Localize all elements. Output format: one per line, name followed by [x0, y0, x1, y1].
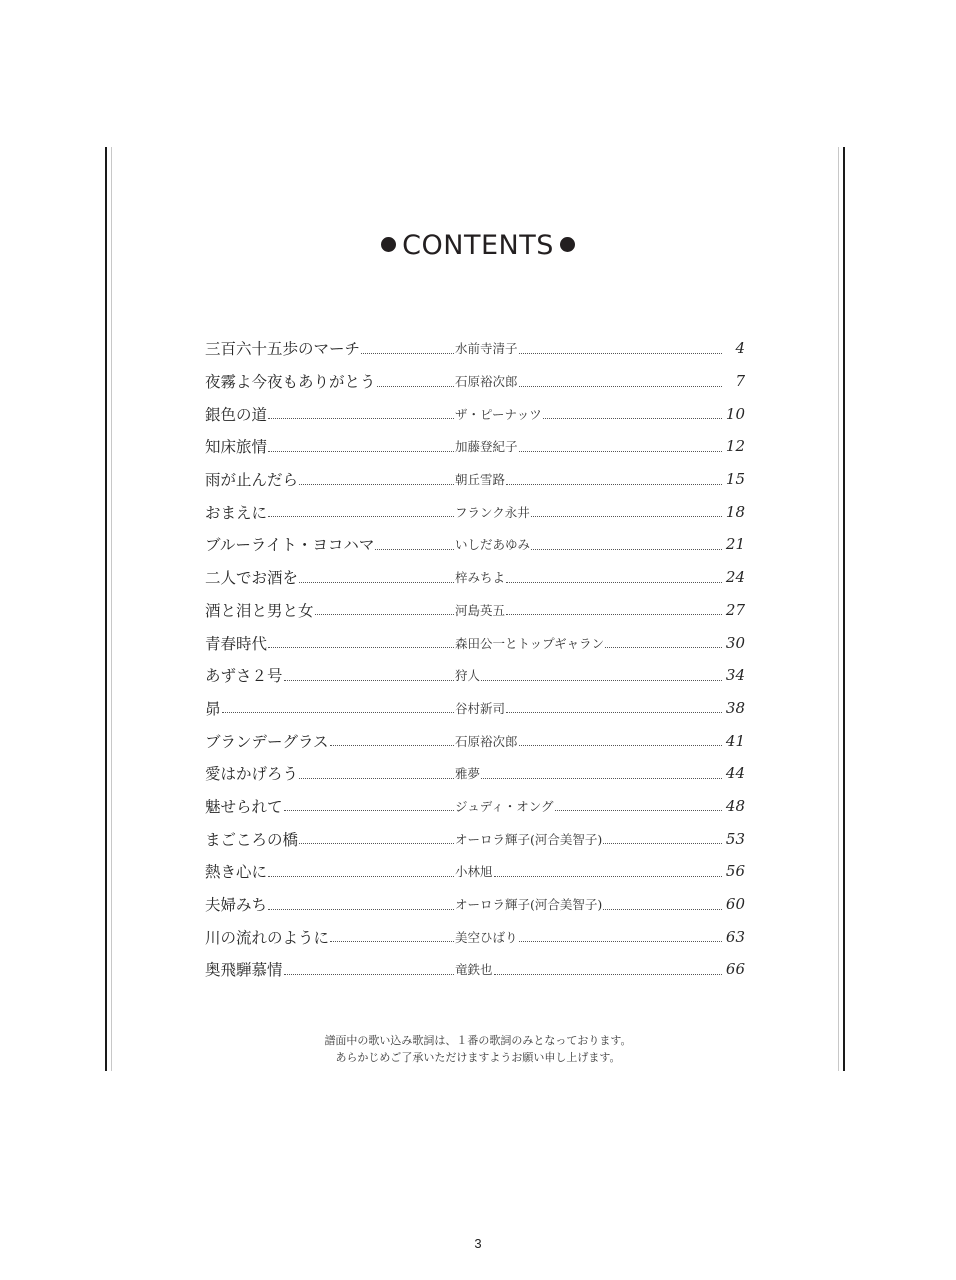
left-border-thin [111, 147, 112, 1071]
song-title-cell [205, 337, 455, 359]
dot-leader [531, 545, 722, 550]
artist-name: ジュディ・オング [455, 798, 554, 814]
song-title: ブルーライト・ヨコハマ [205, 536, 375, 555]
toc-entry[interactable] [205, 463, 745, 496]
artist-cell [455, 437, 723, 455]
dot-leader [519, 937, 722, 942]
dot-leader [268, 414, 454, 419]
song-title: 川の流れのように [205, 928, 330, 947]
dot-leader [299, 480, 454, 485]
page-ref: 56 [725, 862, 745, 881]
toc-entry[interactable] [205, 594, 745, 627]
dot-leader [506, 578, 722, 583]
toc-entry[interactable] [205, 626, 745, 659]
page-ref: 15 [725, 470, 745, 489]
dot-leader [605, 643, 722, 648]
artist-name: フランク永井 [455, 504, 530, 520]
dot-leader [506, 610, 722, 615]
dot-leader [361, 349, 454, 354]
toc-entry[interactable] [205, 855, 745, 888]
right-border-thick [843, 147, 845, 1071]
song-title: おまえに [205, 503, 268, 522]
artist-name: 谷村新司 [455, 700, 506, 716]
dot-leader [315, 610, 454, 615]
song-title-cell [205, 566, 455, 588]
toc-entry[interactable] [205, 332, 745, 365]
page-ref: 18 [725, 502, 745, 521]
artist-name: 朝丘雪路 [455, 472, 506, 488]
page-ref: 34 [725, 666, 745, 685]
note-line-1: 譜面中の歌い込み歌詞は、１番の歌詞のみとなっております。 [324, 1034, 632, 1047]
dot-leader [299, 578, 454, 583]
song-title-cell [205, 533, 455, 555]
toc-entry[interactable] [205, 692, 745, 725]
song-title-cell [205, 664, 455, 686]
artist-cell [455, 470, 723, 488]
artist-name: 水前寺清子 [455, 341, 518, 357]
song-title: あずさ２号 [205, 667, 283, 686]
song-title-cell [205, 501, 455, 523]
song-title: 夫婦みち [205, 896, 268, 915]
dot-leader [284, 970, 454, 975]
toc-entry[interactable] [205, 724, 745, 757]
left-border-thick [105, 147, 107, 1071]
song-title: ブランデーグラス [205, 732, 329, 751]
song-title-cell [205, 632, 455, 654]
song-title-cell [205, 762, 455, 784]
song-title: 雨が止んだら [205, 471, 299, 490]
song-title: 昴 [205, 699, 221, 718]
dot-leader [481, 676, 722, 681]
page-ref: 41 [725, 731, 745, 750]
page-ref: 63 [725, 927, 745, 946]
song-title: 奥飛騨慕情 [205, 961, 283, 980]
dot-leader [377, 382, 454, 387]
artist-cell [455, 732, 723, 750]
artist-cell [455, 634, 723, 652]
artist-name: 梓みちよ [455, 570, 506, 586]
dot-leader [268, 643, 454, 648]
page-ref: 53 [725, 829, 745, 848]
page-ref: 66 [725, 960, 745, 979]
artist-cell [455, 339, 723, 357]
song-title: 三百六十五歩のマーチ [205, 340, 361, 359]
song-title: 酒と泪と男と女 [205, 601, 314, 620]
artist-name: 河島英五 [455, 602, 506, 618]
song-title: 夜霧よ今夜もありがとう [205, 373, 376, 392]
toc-entry[interactable] [205, 495, 745, 528]
song-title-cell [205, 795, 455, 817]
song-title: 熱き心に [205, 863, 268, 882]
toc-entry[interactable] [205, 790, 745, 823]
artist-cell [455, 960, 723, 978]
toc-entry[interactable] [205, 561, 745, 594]
dot-leader [543, 414, 722, 419]
song-title: 愛はかげろう [205, 765, 299, 784]
artist-cell [455, 601, 723, 619]
song-title-cell [205, 893, 455, 915]
song-title-cell [205, 403, 455, 425]
dot-leader [519, 447, 722, 452]
artist-cell [455, 568, 723, 586]
dot-leader [506, 480, 722, 485]
artist-name: 森田公一とトップギャラン [455, 635, 605, 651]
toc-entry[interactable] [205, 888, 745, 921]
song-title-cell [205, 958, 455, 980]
song-title-cell [205, 828, 455, 850]
song-title-cell [205, 468, 455, 490]
page-ref: 60 [725, 895, 745, 914]
song-title: 知床旅情 [205, 438, 268, 457]
dot-leader [222, 708, 454, 713]
artist-name: 加藤登紀子 [455, 439, 518, 455]
page-title [0, 228, 956, 264]
artist-cell [455, 797, 723, 815]
dot-leader [299, 774, 454, 779]
dot-leader [268, 872, 454, 877]
dot-leader [330, 937, 454, 942]
bullet-icon [381, 237, 396, 252]
song-title: 魅せられて [205, 797, 283, 816]
toc-entry[interactable] [205, 757, 745, 790]
toc-entry[interactable] [205, 953, 745, 986]
song-title-cell [205, 697, 455, 719]
dot-leader [481, 774, 722, 779]
song-title-cell [205, 370, 455, 392]
dot-leader [494, 970, 722, 975]
dot-leader [531, 512, 722, 517]
song-title-cell [205, 435, 455, 457]
page-ref: 44 [725, 764, 745, 783]
artist-cell [455, 895, 723, 913]
artist-cell [455, 405, 723, 423]
song-title: 銀色の道 [205, 405, 268, 424]
dot-leader [268, 512, 454, 517]
artist-cell [455, 830, 723, 848]
artist-cell [455, 535, 723, 553]
artist-name: 狩人 [455, 668, 481, 684]
toc-entry[interactable] [205, 528, 745, 561]
song-title-cell [205, 926, 455, 948]
artist-cell [455, 503, 723, 521]
title-text: CONTENTS [402, 230, 554, 261]
song-title: まごころの橋 [205, 830, 299, 849]
dot-leader [330, 741, 454, 746]
dot-leader [375, 545, 454, 550]
toc-entry[interactable] [205, 397, 745, 430]
toc-entry[interactable] [205, 430, 745, 463]
dot-leader [299, 839, 454, 844]
page-ref: 21 [725, 535, 745, 554]
song-title: 二人でお酒を [205, 569, 299, 588]
page-ref: 38 [725, 698, 745, 717]
page-ref: 27 [725, 600, 745, 619]
dot-leader [268, 447, 454, 452]
artist-cell [455, 699, 723, 717]
song-title-cell [205, 599, 455, 621]
artist-name: オーロラ輝子(河合美智子) [455, 897, 603, 913]
toc-entry[interactable] [205, 659, 745, 692]
contents-list [205, 332, 745, 986]
page-ref: 24 [725, 568, 745, 587]
artist-name: いしだあゆみ [455, 537, 531, 553]
toc-entry[interactable] [205, 920, 745, 953]
artist-name: 石原裕次郎 [455, 733, 518, 749]
page-ref: 48 [725, 796, 745, 815]
page-number: 3 [474, 1236, 482, 1251]
artist-name: 雅夢 [455, 766, 481, 782]
artist-name: 美空ひばり [455, 929, 518, 945]
dot-leader [494, 872, 722, 877]
artist-name: 小林旭 [455, 864, 493, 880]
page-ref: 30 [725, 633, 745, 652]
artist-name: オーロラ輝子(河合美智子) [455, 831, 603, 847]
song-title-cell [205, 860, 455, 882]
lyrics-note [0, 1032, 956, 1066]
dot-leader [603, 905, 722, 910]
toc-entry[interactable] [205, 365, 745, 398]
dot-leader [519, 382, 722, 387]
artist-cell [455, 862, 723, 880]
bullet-icon [560, 237, 575, 252]
artist-cell [455, 666, 723, 684]
artist-cell [455, 928, 723, 946]
dot-leader [519, 741, 722, 746]
artist-name: ザ・ピーナッツ [455, 406, 542, 422]
page-ref: 10 [725, 404, 745, 423]
dot-leader [268, 905, 454, 910]
toc-entry[interactable] [205, 822, 745, 855]
dot-leader [603, 839, 722, 844]
dot-leader [284, 806, 454, 811]
dot-leader [555, 806, 722, 811]
note-line-2: あらかじめご了承いただけますようお願い申し上げます。 [335, 1051, 621, 1064]
artist-cell [455, 764, 723, 782]
right-border-thin [838, 147, 839, 1071]
song-title-cell [205, 730, 455, 752]
page-ref: 12 [725, 437, 745, 456]
artist-name: 竜鉄也 [455, 962, 493, 978]
artist-name: 石原裕次郎 [455, 374, 518, 390]
page-ref: 7 [735, 372, 745, 391]
dot-leader [506, 708, 722, 713]
dot-leader [519, 349, 722, 354]
song-title: 青春時代 [205, 634, 268, 653]
page-ref: 4 [735, 339, 745, 358]
artist-cell [455, 372, 723, 390]
dot-leader [284, 676, 454, 681]
